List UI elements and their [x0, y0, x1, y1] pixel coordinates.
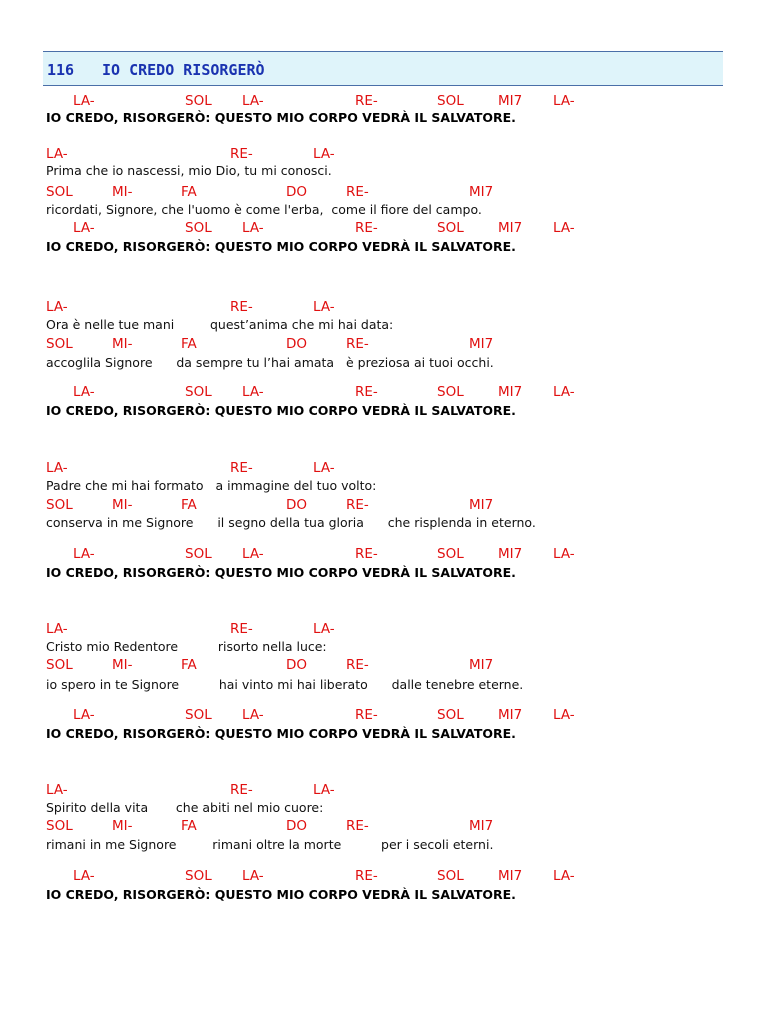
- refrain-0-chord-1: SOL: [185, 93, 212, 109]
- verse-4-chord-b-2: FA: [181, 818, 197, 834]
- refrain-3-line: IO CREDO, RISORGERÒ: QUESTO MIO CORPO VEDRÀ IL SALVATORE.: [46, 565, 516, 580]
- verse-2-chord-b-1: MI-: [112, 497, 133, 513]
- verse-0-chord-b-0: SOL: [46, 184, 73, 200]
- refrain-4-chord-6: LA-: [553, 707, 575, 723]
- verse-3-chord-b-2: FA: [181, 657, 197, 673]
- refrain-1-chord-4: SOL: [437, 220, 464, 236]
- refrain-0-line: IO CREDO, RISORGERÒ: QUESTO MIO CORPO VEDRÀ IL SALVATORE.: [46, 110, 516, 125]
- verse-4-chord-a-0: LA-: [46, 782, 68, 798]
- refrain-4-chord-4: SOL: [437, 707, 464, 723]
- refrain-2-chord-2: LA-: [242, 384, 264, 400]
- verse-0-line-b: ricordati, Signore, che l'uomo è come l'erba, come il fiore del campo.: [46, 202, 482, 217]
- verse-0-chord-b-3: DO: [286, 184, 308, 200]
- verse-1-chord-a-1: RE-: [230, 299, 253, 315]
- refrain-3-chord-1: SOL: [185, 546, 212, 562]
- refrain-0-chord-2: LA-: [242, 93, 264, 109]
- refrain-3-chord-3: RE-: [355, 546, 378, 562]
- refrain-1-chord-5: MI7: [498, 220, 523, 236]
- verse-3-chord-a-2: LA-: [313, 621, 335, 637]
- refrain-3-chord-6: LA-: [553, 546, 575, 562]
- refrain-5-chord-0: LA-: [73, 868, 95, 884]
- refrain-2-chord-6: LA-: [553, 384, 575, 400]
- verse-4-line-a: Spirito della vita che abiti nel mio cuore:: [46, 800, 324, 815]
- refrain-2-chord-4: SOL: [437, 384, 464, 400]
- refrain-3-chord-4: SOL: [437, 546, 464, 562]
- verse-1-chord-b-3: DO: [286, 336, 308, 352]
- verse-4-chord-b-3: DO: [286, 818, 308, 834]
- refrain-0-chord-5: MI7: [498, 93, 523, 109]
- refrain-1-chord-2: LA-: [242, 220, 264, 236]
- verse-3-chord-b-1: MI-: [112, 657, 133, 673]
- verse-2-chord-b-3: DO: [286, 497, 308, 513]
- refrain-5-line: IO CREDO, RISORGERÒ: QUESTO MIO CORPO VEDRÀ IL SALVATORE.: [46, 887, 516, 902]
- verse-4-chord-b-5: MI7: [469, 818, 494, 834]
- verse-3-chord-b-0: SOL: [46, 657, 73, 673]
- verse-2-chord-b-0: SOL: [46, 497, 73, 513]
- verse-3-chord-b-5: MI7: [469, 657, 494, 673]
- verse-2-chord-a-0: LA-: [46, 460, 68, 476]
- refrain-4-chord-1: SOL: [185, 707, 212, 723]
- verse-4-chord-a-1: RE-: [230, 782, 253, 798]
- verse-0-chord-a-0: LA-: [46, 146, 68, 162]
- refrain-2-chord-1: SOL: [185, 384, 212, 400]
- refrain-1-chord-0: LA-: [73, 220, 95, 236]
- verse-3-chord-a-1: RE-: [230, 621, 253, 637]
- verse-3-chord-b-3: DO: [286, 657, 308, 673]
- verse-2-chord-a-2: LA-: [313, 460, 335, 476]
- refrain-0-chord-3: RE-: [355, 93, 378, 109]
- refrain-5-chord-6: LA-: [553, 868, 575, 884]
- refrain-5-chord-1: SOL: [185, 868, 212, 884]
- verse-1-chord-a-0: LA-: [46, 299, 68, 315]
- refrain-4-chord-0: LA-: [73, 707, 95, 723]
- verse-4-chord-a-2: LA-: [313, 782, 335, 798]
- verse-4-line-b: rimani in me Signore rimani oltre la morte per i secoli eterni.: [46, 837, 494, 852]
- verse-2-chord-b-5: MI7: [469, 497, 494, 513]
- verse-0-chord-b-1: MI-: [112, 184, 133, 200]
- verse-1-chord-b-0: SOL: [46, 336, 73, 352]
- verse-2-line-b: conserva in me Signore il segno della tua gloria che risplenda in eterno.: [46, 515, 536, 530]
- refrain-5-chord-4: SOL: [437, 868, 464, 884]
- refrain-0-chord-6: LA-: [553, 93, 575, 109]
- refrain-1-line: IO CREDO, RISORGERÒ: QUESTO MIO CORPO VEDRÀ IL SALVATORE.: [46, 239, 516, 254]
- verse-0-chord-b-4: RE-: [346, 184, 369, 200]
- verse-3-line-a: Cristo mio Redentore risorto nella luce:: [46, 639, 327, 654]
- refrain-0-chord-4: SOL: [437, 93, 464, 109]
- verse-2-line-a: Padre che mi hai formato a immagine del tuo volto:: [46, 478, 377, 493]
- verse-3-line-b: io spero in te Signore hai vinto mi hai liberato dalle tenebre eterne.: [46, 677, 524, 692]
- verse-4-chord-b-4: RE-: [346, 818, 369, 834]
- refrain-3-chord-0: LA-: [73, 546, 95, 562]
- refrain-3-chord-5: MI7: [498, 546, 523, 562]
- verse-2-chord-b-2: FA: [181, 497, 197, 513]
- refrain-1-chord-3: RE-: [355, 220, 378, 236]
- verse-0-chord-b-2: FA: [181, 184, 197, 200]
- refrain-4-chord-5: MI7: [498, 707, 523, 723]
- verse-1-chord-b-2: FA: [181, 336, 197, 352]
- refrain-4-chord-3: RE-: [355, 707, 378, 723]
- verse-1-chord-b-1: MI-: [112, 336, 133, 352]
- refrain-4-chord-2: LA-: [242, 707, 264, 723]
- verse-0-chord-a-1: RE-: [230, 146, 253, 162]
- verse-4-chord-b-0: SOL: [46, 818, 73, 834]
- refrain-2-line: IO CREDO, RISORGERÒ: QUESTO MIO CORPO VEDRÀ IL SALVATORE.: [46, 403, 516, 418]
- refrain-2-chord-0: LA-: [73, 384, 95, 400]
- refrain-1-chord-1: SOL: [185, 220, 212, 236]
- refrain-5-chord-5: MI7: [498, 868, 523, 884]
- refrain-3-chord-2: LA-: [242, 546, 264, 562]
- verse-0-chord-b-5: MI7: [469, 184, 494, 200]
- verse-1-chord-a-2: LA-: [313, 299, 335, 315]
- verse-2-chord-b-4: RE-: [346, 497, 369, 513]
- refrain-4-line: IO CREDO, RISORGERÒ: QUESTO MIO CORPO VEDRÀ IL SALVATORE.: [46, 726, 516, 741]
- verse-0-chord-a-2: LA-: [313, 146, 335, 162]
- refrain-2-chord-5: MI7: [498, 384, 523, 400]
- verse-4-chord-b-1: MI-: [112, 818, 133, 834]
- verse-2-chord-a-1: RE-: [230, 460, 253, 476]
- refrain-1-chord-6: LA-: [553, 220, 575, 236]
- verse-0-line-a: Prima che io nascessi, mio Dio, tu mi conosci.: [46, 163, 332, 178]
- refrain-0-chord-0: LA-: [73, 93, 95, 109]
- song-title: IO CREDO RISORGERÒ: [102, 61, 265, 79]
- verse-1-line-a: Ora è nelle tue mani quest’anima che mi hai data:: [46, 317, 394, 332]
- verse-3-chord-a-0: LA-: [46, 621, 68, 637]
- verse-3-chord-b-4: RE-: [346, 657, 369, 673]
- verse-1-chord-b-4: RE-: [346, 336, 369, 352]
- verse-1-line-b: accoglila Signore da sempre tu l’hai amata è preziosa ai tuoi occhi.: [46, 355, 494, 370]
- refrain-5-chord-3: RE-: [355, 868, 378, 884]
- song-number: 116: [47, 61, 75, 79]
- refrain-5-chord-2: LA-: [242, 868, 264, 884]
- verse-1-chord-b-5: MI7: [469, 336, 494, 352]
- refrain-2-chord-3: RE-: [355, 384, 378, 400]
